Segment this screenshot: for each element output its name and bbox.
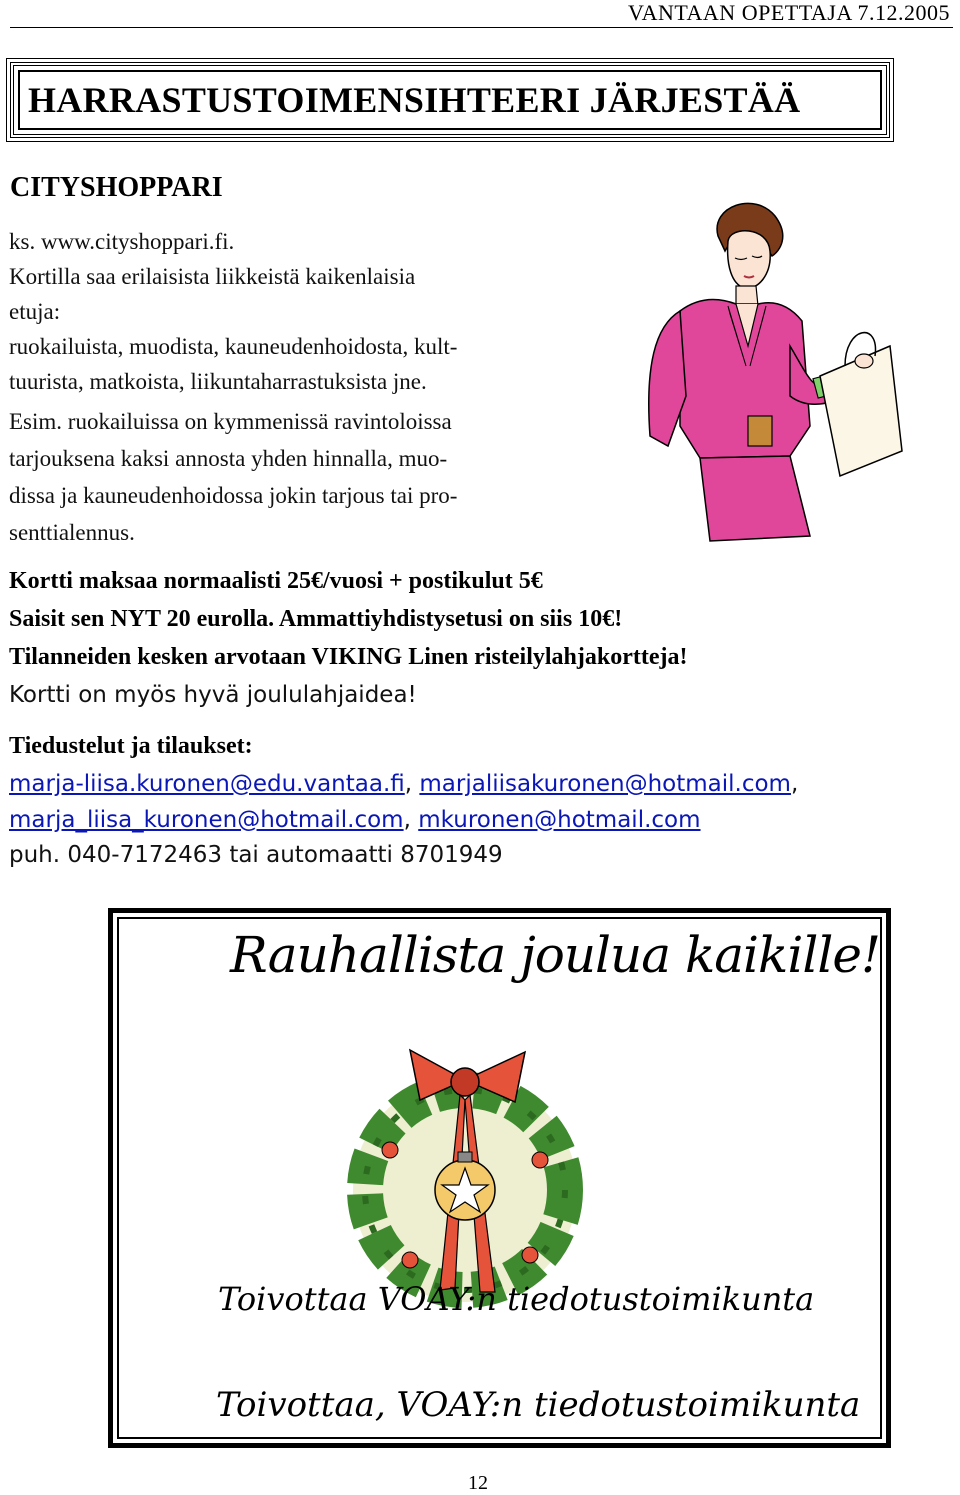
greeting-signature: Toivottaa, VOAY:n tiedotustoimikunta [216, 1385, 861, 1425]
body-line: Kortilla saa erilaisista liikkeistä kaikenlaisia [9, 264, 416, 289]
price-line: Tilanneiden kesken arvotaan VIKING Linen risteilylahjakortteja! [9, 644, 688, 670]
email-link[interactable]: marjaliisakuronen@hotmail.com [419, 771, 791, 797]
title-box [10, 62, 890, 138]
email-link[interactable]: marja_liisa_kuronen@hotmail.com [9, 807, 404, 833]
body-line: etuja: [9, 299, 61, 324]
phone-line: puh. 040-7172463 tai automaatti 8701949 [9, 842, 503, 868]
body-line: ruokailuista, muodista, kauneudenhoidosta, kult- [9, 334, 458, 359]
email-link[interactable]: marja-liisa.kuronen@edu.vantaa.fi [9, 771, 405, 797]
body-line: tarjouksena kaksi annosta yhden hinnalla, muo- [9, 446, 448, 471]
shopper-woman-illustration [640, 196, 910, 556]
body-line: Esim. ruokailuissa on kymmenissä ravintoloissa [9, 409, 452, 434]
email-separator: , [404, 771, 420, 797]
body-line: tuurista, matkoista, liikuntaharrastuksista jne. [9, 369, 427, 394]
email-separator: , [403, 807, 419, 833]
section-heading: CITYSHOPPARI [10, 172, 223, 203]
header-rule [10, 27, 953, 28]
email-link[interactable]: mkuronen@hotmail.com [418, 807, 701, 833]
page-number: 12 [468, 1472, 488, 1494]
price-line: Saisit sen NYT 20 eurolla. Ammattiyhdistysetusi on siis 10€! [9, 606, 623, 632]
greeting-title: Rauhallista joulua kaikille! [230, 926, 881, 984]
email-line-1 [9, 771, 798, 797]
email-line-2 [9, 807, 701, 833]
contact-heading: Tiedustelut ja tilaukset: [9, 733, 253, 759]
page-title: HARRASTUSTOIMENSIHTEERI JÄRJESTÄÄ [28, 80, 801, 120]
body-line: ks. www.cityshoppari.fi. [9, 229, 235, 254]
price-line: Kortti maksaa normaalisti 25€/vuosi + postikulut 5€ [9, 568, 543, 594]
gift-line: Kortti on myös hyvä joululahjaidea! [9, 682, 417, 708]
body-line: senttialennus. [9, 520, 135, 545]
greeting-signature-overlapped: Toivottaa VOAY:n tiedotustoimikunta [218, 1280, 815, 1318]
email-separator: , [790, 771, 799, 797]
running-header: VANTAAN OPETTAJA 7.12.2005 [628, 0, 950, 25]
body-line: dissa ja kauneudenhoidossa jokin tarjous tai pro- [9, 483, 458, 508]
